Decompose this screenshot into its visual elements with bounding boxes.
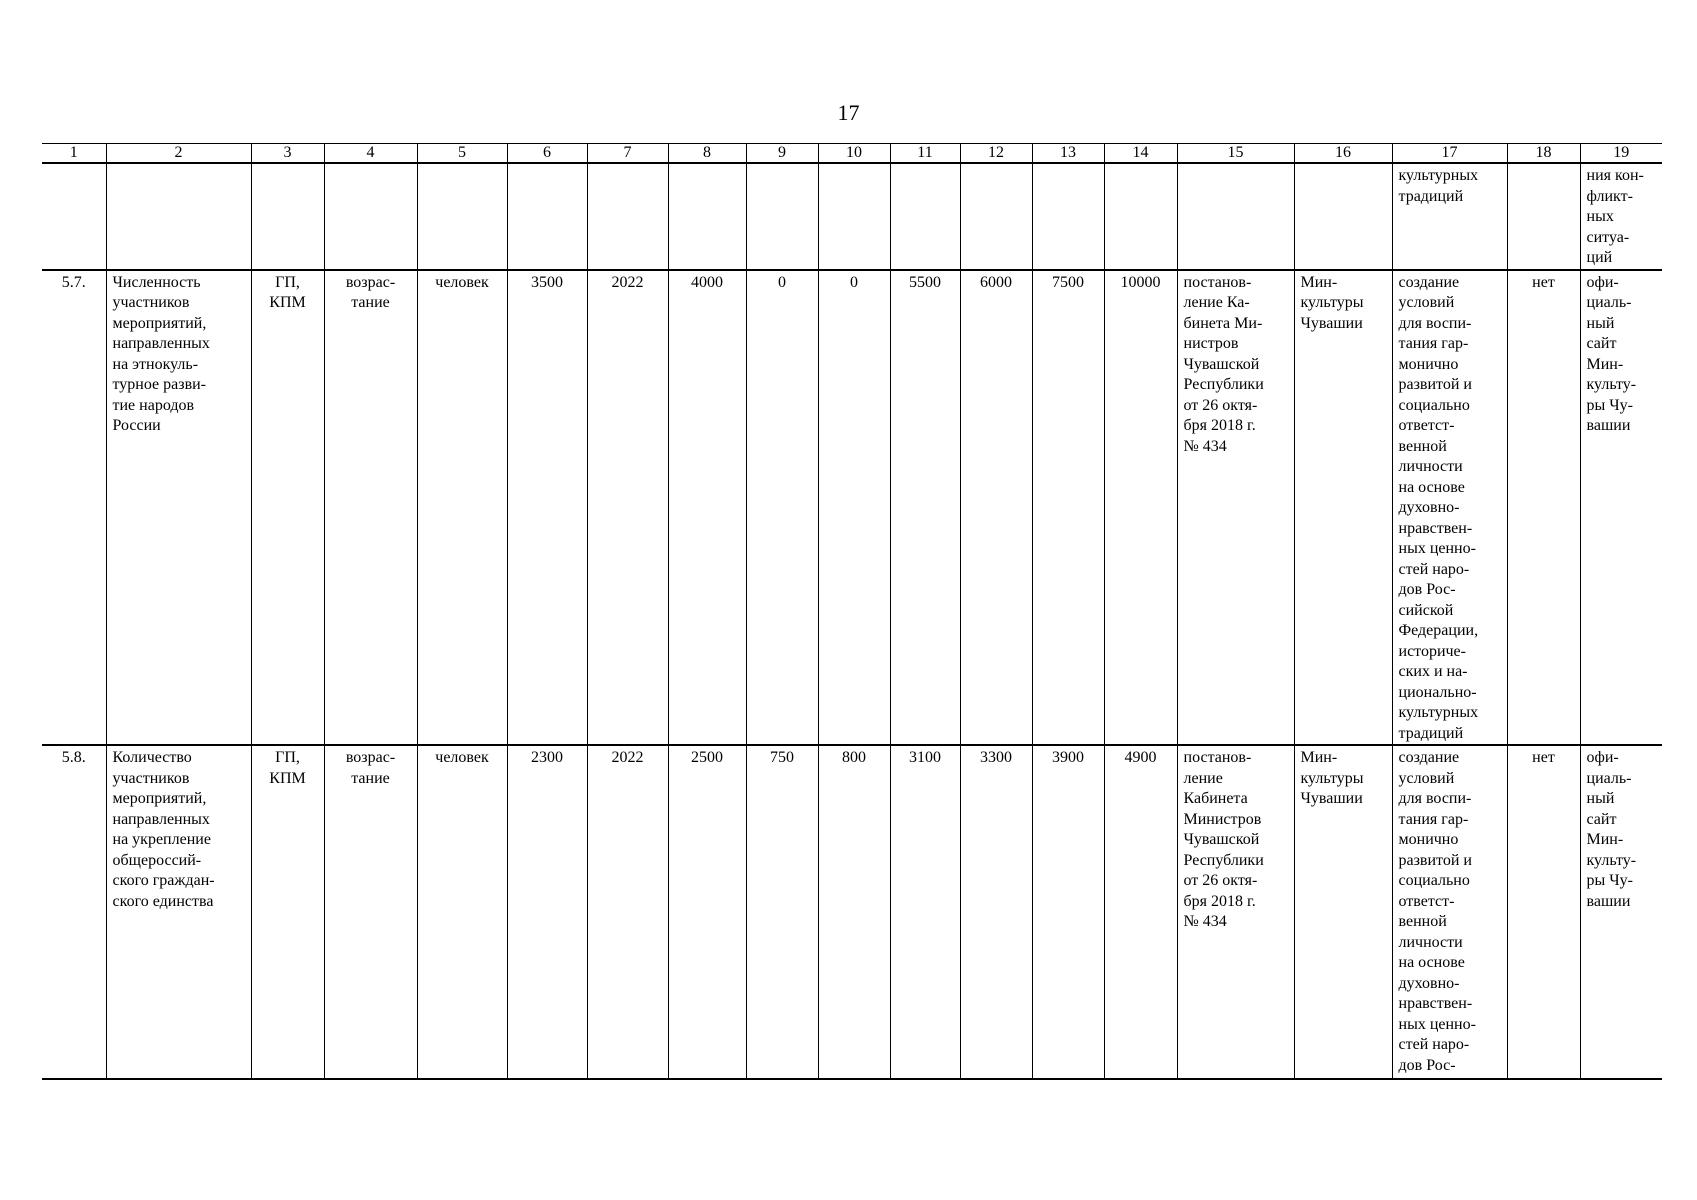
column-number: 14	[1104, 144, 1177, 164]
row-number: 5.7.	[42, 270, 106, 746]
indicator-type: ГП, КПМ	[251, 745, 324, 1079]
value-cell: 0	[746, 270, 818, 746]
value-cell: 750	[746, 745, 818, 1079]
indicator-direction: возрас- тание	[324, 745, 417, 1079]
column-number: 13	[1032, 144, 1104, 164]
flag-cell: нет	[1507, 270, 1580, 746]
responsible-cell: Мин- культуры Чувашии	[1294, 745, 1392, 1079]
publication-cell: офи- циаль- ный сайт Мин- культу- ры Чу- вашии	[1580, 745, 1662, 1079]
unit-cell: человек	[417, 270, 507, 746]
value-cell: 800	[818, 745, 890, 1079]
unit-cell: человек	[417, 745, 507, 1079]
goal-cell: создание условий для воспи- тания гар- монично развитой и социально ответст- венной личности на основе духовно- нравствен- ных ценно- стей наро- дов Рос-	[1392, 745, 1507, 1079]
source-cell: постанов- ление Кабинета Министров Чувашской Республики от 26 октя- бря 2018 г. № 434	[1177, 745, 1294, 1079]
indicators-table	[42, 143, 1662, 1080]
column-number: 4	[324, 144, 417, 164]
column-number: 11	[890, 144, 960, 164]
value-cell: 3300	[960, 745, 1032, 1079]
goal-cell: культурных традиций	[1392, 163, 1507, 270]
column-number: 1	[42, 144, 106, 164]
column-number: 16	[1294, 144, 1392, 164]
goal-cell: создание условий для воспи- тания гар- монично развитой и социально ответст- венной личности на основе духовно- нравствен- ных ценно- стей наро- дов Рос- сийской Федерации, историче- ских и на- ционально- культурных традиций	[1392, 270, 1507, 746]
column-number: 10	[818, 144, 890, 164]
table-row	[42, 745, 1662, 1079]
value-cell: 2500	[668, 745, 746, 1079]
value-cell: 4000	[668, 270, 746, 746]
value-cell: 4900	[1104, 745, 1177, 1079]
flag-cell: нет	[1507, 745, 1580, 1079]
page-number: 17	[837, 100, 860, 125]
value-cell: 3100	[890, 745, 960, 1079]
publication-cell: офи- циаль- ный сайт Мин- культу- ры Чу- вашии	[1580, 270, 1662, 746]
value-cell: 10000	[1104, 270, 1177, 746]
column-number: 7	[587, 144, 668, 164]
column-number: 6	[507, 144, 587, 164]
column-number-row	[42, 144, 1662, 164]
source-cell: постанов- ление Ка- бинета Ми- нистров Чувашской Республики от 26 октя- бря 2018 г. № 434	[1177, 270, 1294, 746]
column-number: 12	[960, 144, 1032, 164]
base-year: 2022	[587, 745, 668, 1079]
indicator-name: Количество участников мероприятий, направленных на укрепление общероссий- ского граждан- ского единства	[106, 745, 251, 1079]
responsible-cell: Мин- культуры Чувашии	[1294, 270, 1392, 746]
value-cell: 6000	[960, 270, 1032, 746]
base-value: 2300	[507, 745, 587, 1079]
base-year: 2022	[587, 270, 668, 746]
value-cell: 7500	[1032, 270, 1104, 746]
value-cell: 5500	[890, 270, 960, 746]
indicator-type: ГП, КПМ	[251, 270, 324, 746]
indicator-name: Численность участников мероприятий, направленных на этнокуль- турное разви- тие народов России	[106, 270, 251, 746]
column-number: 18	[1507, 144, 1580, 164]
base-value: 3500	[507, 270, 587, 746]
column-number: 9	[746, 144, 818, 164]
column-number: 8	[668, 144, 746, 164]
table-row	[42, 270, 1662, 746]
value-cell: 3900	[1032, 745, 1104, 1079]
publication-cell: ния кон- фликт- ных ситуа- ций	[1580, 163, 1662, 270]
continuation-row	[42, 163, 1662, 270]
indicator-direction: возрас- тание	[324, 270, 417, 746]
value-cell: 0	[818, 270, 890, 746]
column-number: 17	[1392, 144, 1507, 164]
row-number: 5.8.	[42, 745, 106, 1079]
column-number: 19	[1580, 144, 1662, 164]
column-number: 5	[417, 144, 507, 164]
column-number: 2	[106, 144, 251, 164]
column-number: 3	[251, 144, 324, 164]
column-number: 15	[1177, 144, 1294, 164]
